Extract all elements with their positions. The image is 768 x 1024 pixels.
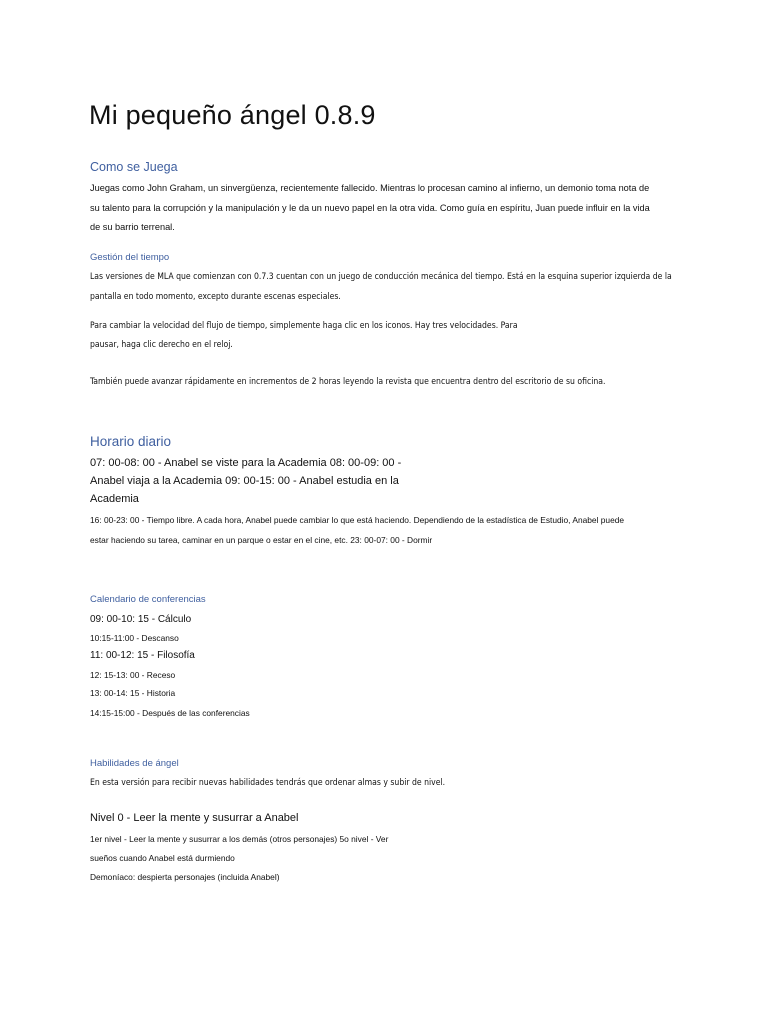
calendar-item: 14:15-15:00 - Después de las conferencias (90, 708, 250, 718)
calendar-item: 10:15-11:00 - Descanso (90, 633, 179, 643)
paragraph-line: su talento para la corrupción y la manipulación y le da un nuevo papel en la otra vida. Como guía en espíritu, Juan puede influir en la vida (90, 203, 650, 213)
calendar-item: 12: 15-13: 00 - Receso (90, 670, 176, 680)
calendar-item: 09: 00-10: 15 - Cálculo (90, 614, 192, 625)
page-title: Mi pequeño ángel 0.8.9 (89, 100, 376, 130)
skill-line: Nivel 0 - Leer la mente y susurrar a Anabel (90, 812, 299, 824)
section-heading-calendario: Calendario de conferencias (90, 594, 206, 605)
paragraph-line: de su barrio terrenal. (90, 222, 175, 232)
paragraph-line: También puede avanzar rápidamente en incrementos de 2 horas leyendo la revista que encuentra dentro del escritorio de su oficina. (90, 377, 606, 387)
schedule-line: 16: 00-23: 00 - Tiempo libre. A cada hora, Anabel puede cambiar lo que está haciendo. Dependiendo de la estadística de Estudio, Anabel puede (90, 515, 625, 525)
section-heading-habilidades: Habilidades de ángel (90, 758, 179, 769)
paragraph-line: En esta versión para recibir nuevas habilidades tendrás que ordenar almas y subir de nivel. (90, 778, 446, 788)
skill-line: Demoníaco: despierta personajes (incluida Anabel) (90, 872, 280, 882)
skill-line: sueños cuando Anabel está durmiendo (90, 853, 235, 863)
section-heading-horario-diario: Horario diario (90, 434, 172, 449)
paragraph-line: Las versiones de MLA que comienzan con 0.7.3 cuentan con un juego de conducción mecánica del tiempo. Está en la esquina superior izquierda de la (90, 272, 672, 282)
schedule-line: 07: 00-08: 00 - Anabel se viste para la Academia 08: 00-09: 00 - (90, 457, 402, 469)
paragraph-line: pausar, haga clic derecho en el reloj. (90, 340, 233, 350)
skill-line: 1er nivel - Leer la mente y susurrar a los demás (otros personajes) 5o nivel - Ver (90, 834, 389, 844)
paragraph-line: Juegas como John Graham, un sinvergüenza, recientemente fallecido. Mientras lo procesan camino al infierno, un demonio toma nota de (90, 183, 650, 193)
section-heading-gestion-del-tiempo: Gestión del tiempo (90, 252, 170, 263)
paragraph-line: Para cambiar la velocidad del flujo de tiempo, simplemente haga clic en los iconos. Hay tres velocidades. Para (90, 321, 518, 331)
schedule-line: Anabel viaja a la Academia 09: 00-15: 00 - Anabel estudia en la (90, 475, 399, 487)
calendar-item: 13: 00-14: 15 - Historia (90, 688, 176, 698)
paragraph-line: pantalla en todo momento, excepto durante escenas especiales. (90, 292, 341, 302)
schedule-line: estar haciendo su tarea, caminar en un parque o estar en el cine, etc. 23: 00-07: 00 - Dormir (90, 535, 433, 545)
section-heading-como-se-juega: Como se Juega (90, 160, 178, 174)
calendar-item: 11: 00-12: 15 - Filosofía (90, 650, 195, 661)
schedule-line: Academia (90, 493, 139, 505)
